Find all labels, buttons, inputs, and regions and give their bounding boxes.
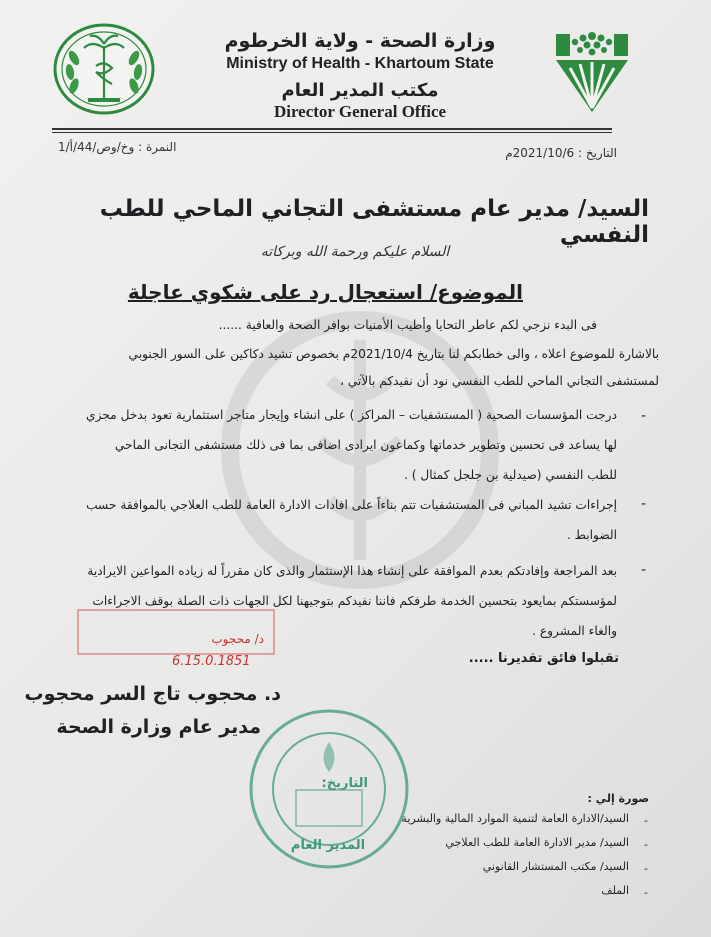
closing-line: تقبلوا فائق تقديرنا ..... bbox=[468, 651, 619, 666]
header-rule-bottom bbox=[52, 132, 612, 133]
red-stamp bbox=[76, 608, 276, 672]
header-rule-top bbox=[52, 128, 612, 130]
header-ministry-ar: وزارة الصحة - ولاية الخرطوم bbox=[224, 30, 496, 52]
greeting: السلام عليكم ورحمة الله وبركاته bbox=[260, 244, 450, 260]
green-stamp-bottom-text: المدير العام bbox=[290, 838, 366, 853]
cc-bullet: - bbox=[644, 814, 648, 827]
red-stamp-text: د/ محجوب bbox=[211, 632, 264, 646]
body-p1-line2: لمستشفى التجاني الماحي للطب النفسي نود أن نفيدكم بالآتي ، bbox=[339, 374, 659, 388]
body-b2-line1: إجراءات تشيد المباني فى المستشفيات تتم بناءاً على افادات الادارة العامة للطب العلاجي بالموافقة حسب bbox=[86, 498, 617, 512]
header-office-en: Director General Office bbox=[273, 102, 447, 121]
bullet-marker: - bbox=[641, 562, 647, 578]
letter-number: النمرة : وخ/وص/44/أ/1 bbox=[58, 140, 177, 154]
khartoum-state-logo bbox=[552, 28, 632, 114]
body-p1-line1: بالاشارة للموضوع اعلاه ، والى خطابكم لنا بتاريخ 2021/10/4م بخصوص تشيد دكاكين على السور الجنوبي bbox=[128, 347, 659, 361]
subject-line: الموضوع/ استعجال رد على شكوي عاجلة bbox=[127, 280, 523, 304]
cc-item: السيد/ مدير الادارة العامة للطب العلاجي bbox=[445, 836, 629, 849]
body-b3-line2: لمؤسستكم بمايعود بتحسين الخدمة طرفكم فاننا نفيدكم بتوجيهنا لكل الجهات ذات الصلة بوقف الاجراءات bbox=[92, 594, 617, 608]
body-b1-line3: للطب النفسي (صيدلية بن جلجل كمثال ) . bbox=[404, 468, 617, 482]
cc-bullet: - bbox=[644, 862, 648, 875]
cc-item: الملف bbox=[601, 884, 629, 897]
cc-bullet: - bbox=[644, 838, 648, 851]
red-stamp-number: 6.15.0.1851 bbox=[172, 654, 251, 669]
cc-heading: صورة إلي : bbox=[587, 792, 649, 805]
body-b2-line2: الضوابط . bbox=[566, 528, 617, 542]
cc-bullet: - bbox=[644, 886, 648, 899]
body-b3-line1: بعد المراجعة وإفادتكم بعدم الموافقة على إنشاء هذا الإستثمار والذى كان مقرراً له زياده المواعين الايرادية bbox=[87, 564, 617, 578]
body-b1-line2: لها يساعد فى تحسين وتطوير خدماتها وكماعون ايرادى اضافى بما فى ذلك مستشفى التجانى الماحي bbox=[114, 438, 617, 452]
bullet-marker: - bbox=[641, 496, 647, 512]
bullet-marker: - bbox=[641, 408, 647, 424]
body-intro: فى البدء نزجي لكم عاطر التحايا وأطيب الأمنيات بوافر الصحة والعافية ...... bbox=[218, 318, 597, 332]
signatory-title: مدير عام وزارة الصحة bbox=[56, 716, 261, 738]
cc-item: السيد/ مكتب المستشار القانوني bbox=[482, 860, 629, 873]
addressee: السيد/ مدير عام مستشفى التجاني الماحي للطب النفسي bbox=[99, 196, 649, 248]
header-office-ar: مكتب المدير العام bbox=[281, 80, 439, 101]
green-stamp bbox=[248, 708, 410, 870]
letter-date: التاريخ : 2021/10/6م bbox=[505, 146, 617, 160]
cc-item: السيد/الادارة العامة لتنمية الموارد المالية والبشرية bbox=[401, 812, 629, 825]
ministry-logo bbox=[52, 22, 156, 116]
body-b1-line1: درجت المؤسسات الصحية ( المستشفيات – المراكز ) على انشاء وإيجار متاجر استثمارية تعود بدخل مجزي bbox=[86, 408, 617, 422]
signatory-name: د. محجوب تاج السر محجوب bbox=[24, 683, 281, 705]
header-ministry-en: Ministry of Health - Khartoum State bbox=[226, 55, 494, 72]
green-stamp-date-label: التاريخ: bbox=[321, 776, 368, 791]
body-b3-line3: والغاء المشروع . bbox=[532, 624, 617, 638]
